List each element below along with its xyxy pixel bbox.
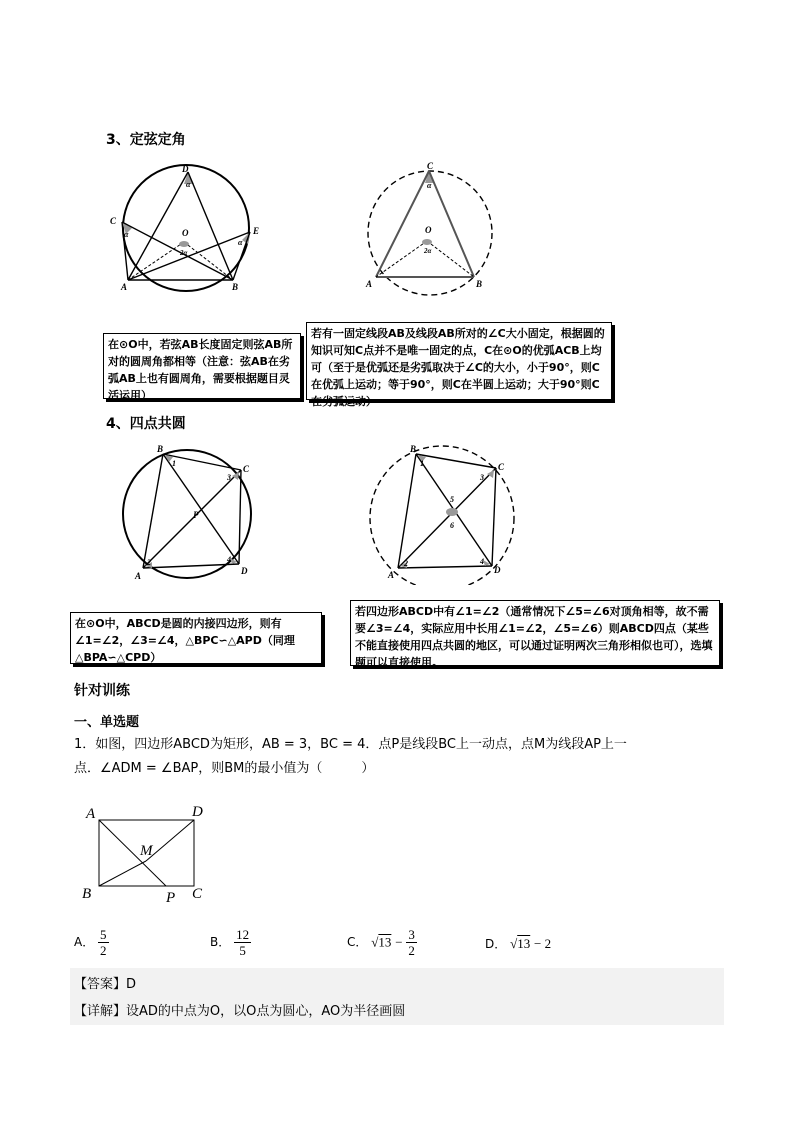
note-fixed-chord-left: 在⊙O中，若弦AB长度固定则弦AB所对的圆周角都相等（注意：弦AB在劣弧AB上也有圆周角，需要根据题目灵活运用） [103, 333, 301, 399]
detail-line [74, 1000, 405, 1019]
option-b-label: B． [210, 935, 231, 949]
label-B: B [82, 886, 92, 902]
label-A: A [86, 806, 96, 822]
note-fixed-chord-right: 若有一固定线段AB及线段AB所对的∠C大小固定，根据圆的知识可知C点并不是唯一固定的点，C在⊙O的优弧ACB上均可（至于是优弧还是劣弧取决于∠C的大小，小于90°，则C在优弧上运动；等于90°，则C在半圆上运动；大于90°则C在劣弧运动） [306, 322, 612, 400]
label-D: D [241, 566, 248, 576]
label-C: C [110, 216, 117, 226]
label-2alpha: 2α [180, 249, 188, 257]
label-M: M [140, 843, 153, 859]
label-D: D [182, 164, 189, 174]
option-c-minus: − [395, 934, 403, 950]
label-4: 4 [480, 557, 484, 566]
section4-heading: 4、四点共圆 [106, 416, 186, 432]
label-O: O [425, 225, 432, 235]
label-alpha-d: α [186, 180, 191, 189]
figure-cyclic-quad-solid [115, 440, 265, 585]
detail-label: 【详解】 [74, 1004, 127, 1019]
label-1: 1 [420, 459, 424, 468]
option-d-label: D． [485, 937, 507, 951]
label-2: 2 [404, 559, 408, 568]
label-P: P [166, 890, 176, 906]
note-cyclic-right: 若四边形ABCD中有∠1=∠2（通常情况下∠5=∠6对顶角相等，故不需要∠3=∠4，实际应用中长用∠1=∠2，∠5=∠6）则ABCD四点（某些不能直接使用四点共圆的地区，可以通过证明两次三角形相似也可），选填题可以直接使用。 [350, 600, 720, 666]
question-1 [74, 733, 724, 781]
option-c-label: C． [347, 935, 368, 949]
label-4: 4 [227, 555, 231, 564]
training-heading: 针对训练 [74, 683, 130, 699]
label-A: A [366, 279, 373, 289]
figure-fixed-chord-solid [108, 158, 278, 298]
label-A: A [121, 282, 128, 292]
label-C: C [192, 886, 203, 902]
label-3: 3 [227, 473, 231, 482]
figure-rectangle [74, 800, 224, 910]
option-d[interactable] [485, 935, 551, 952]
label-E: E [253, 226, 260, 236]
detail-text: 设AD的中点为O，以O点为圆心，AO为半径画圆 [126, 1004, 406, 1019]
section3-heading: 3、定弦定角 [106, 132, 186, 148]
label-A: A [135, 571, 142, 581]
label-D: D [192, 804, 203, 820]
label-2: 2 [147, 558, 151, 567]
label-alpha-c: α [124, 230, 129, 239]
option-d-tail: − 2 [534, 936, 552, 951]
answer-line [74, 973, 136, 992]
label-alpha-e: α [238, 238, 243, 247]
option-c-fraction: $\frac{3}{2}$ [408, 927, 415, 958]
answer-label: 【答案】 [74, 977, 127, 992]
label-P: P [193, 510, 199, 520]
note-cyclic-left: 在⊙O中，ABCD是圆的内接四边形，则有∠1=∠2，∠3=∠4，△BPC∽△APD（同理△BPA∽△CPD） [70, 612, 322, 664]
label-C: C [243, 464, 250, 474]
label-A: A [388, 570, 395, 580]
label-B: B [157, 444, 164, 454]
option-a[interactable] [74, 927, 109, 958]
label-D: D [494, 565, 501, 575]
option-a-label: A． [74, 935, 95, 949]
answer-value: D [126, 977, 137, 992]
option-c[interactable] [347, 927, 417, 958]
option-d-radical: √13 [510, 936, 531, 951]
label-B: B [410, 444, 417, 454]
label-alpha: α [427, 181, 432, 190]
label-5: 5 [450, 495, 454, 504]
figure-fixed-chord-dashed [358, 155, 508, 305]
label-B: B [232, 282, 239, 292]
option-b-fraction: $\frac{12}{5}$ [236, 927, 250, 958]
figure-cyclic-quad-dashed [360, 440, 520, 585]
label-B: B [476, 279, 483, 289]
label-2alpha: 2α [424, 247, 432, 255]
label-C: C [498, 462, 505, 472]
question-line-1: 1．如图，四边形ABCD为矩形，AB = 3，BC = 4．点P是线段BC上一动点，点M为线段AP上一 [74, 737, 627, 752]
question-line-2: 点．∠ADM = ∠BAP，则BM的最小值为（ ） [74, 761, 375, 776]
label-3: 3 [480, 473, 484, 482]
option-a-fraction: $\frac{5}{2}$ [100, 927, 107, 958]
label-O: O [182, 228, 189, 238]
option-c-radical: √13 [371, 934, 392, 950]
option-b[interactable] [210, 927, 251, 958]
single-choice-heading: 一、单选题 [74, 715, 140, 730]
label-6: 6 [450, 521, 454, 530]
label-1: 1 [172, 459, 176, 468]
label-C: C [427, 161, 434, 171]
